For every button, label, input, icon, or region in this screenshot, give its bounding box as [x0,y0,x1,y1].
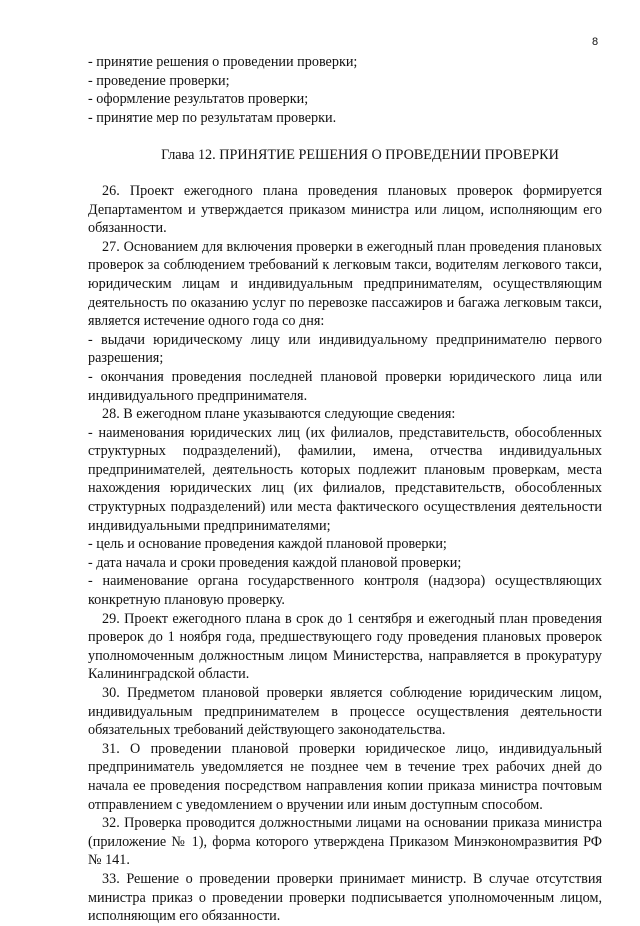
page-content [88,53,602,926]
paragraph-26: 26. Проект ежегодного плана проведения плановых проверок формируется Департаментом и утверждается приказом министра или лицом, исполняющим его обязанности. [88,182,602,237]
paragraph-28-item-4: - наименование органа государственного контроля (надзора) осуществляющих конкретную плановую проверку. [88,573,602,609]
paragraph-32: 32. Проверка проводится должностными лицами на основании приказа министра (приложение № 1), форма которого утверждена Приказом Минэкономразвития РФ № 141. [88,815,602,869]
paragraph-30: 30. Предметом плановой проверки является соблюдение юридическим лицом, индивидуальным предпринимателем в процессе осуществления деятельности обязательных требований действующего законодательства. [88,685,602,739]
paragraph-list [88,182,602,926]
paragraph-31: 31. О проведении плановой проверки юридическое лицо, индивидуальный предприниматель уведомляется не позднее чем в течение трех рабочих дней до начала ее проведения посредством направления копии приказа министра почтовым отправлением с уведомлением о вручении или иным доступным способом. [88,740,602,813]
paragraph-27-item-1: - выдачи юридическому лицу или индивидуальному предпринимателю первого разрешения; [88,331,602,367]
procedure-list [88,53,602,127]
paragraph-27: 27. Основанием для включения проверки в ежегодный план проведения плановых проверок за соблюдением требований к легковым такси, водителям легкового такси, юридическим лицам и индивидуальным предпринимателям, осуществляющим деятельность по оказанию услуг по перевозке пассажиров и багажа легковым такси, является истечение одного года со дня: [88,238,602,330]
paragraph-27-item-2: - окончания проведения последней плановой проверки юридического лица или индивидуального предпринимателя. [88,368,602,404]
chapter-title: Глава 12. ПРИНЯТИЕ РЕШЕНИЯ О ПРОВЕДЕНИИ ПРОВЕРКИ [161,147,559,164]
paragraph-28: 28. В ежегодном плане указываются следующие сведения: [102,406,456,423]
paragraph-28-item-3: - дата начала и сроки проведения каждой плановой проверки; [88,554,462,571]
list-item: - принятие мер по результатам проверки. [88,109,337,126]
list-item: - принятие решения о проведении проверки; [88,54,358,70]
paragraph-29: 29. Проект ежегодного плана в срок до 1 сентября и ежегодный план проведения проверок до 1 ноября года, предшествующего году проведения плановых проверок уполномоченным должностным лицом Министерства, направляется в прокуратуру Калининградской области. [88,610,602,683]
paragraph-28-item-2: - цель и основание проведения каждой плановой проверки; [88,536,447,553]
list-item: - проведение проверки; [88,72,230,89]
page-number: 8 [592,36,599,48]
list-item: - оформление результатов проверки; [88,91,309,108]
paragraph-33: 33. Решение о проведении проверки принимает министр. В случае отсутствия министра приказ о проведении проверки подписывается уполномоченным лицом, исполняющим его обязанности. [88,870,602,925]
paragraph-28-item-1: - наименования юридических лиц (их филиалов, представительств, обособленных структурных подразделений), фамилии, имена, отчества индивидуальных предпринимателей, деятельность которых подлежит плановым проверкам, места нахождения юридических лиц (их филиалов, представительств, обособленных структурных подразделений) или места фактического осуществления деятельности индивидуальными предпринимателями; [88,424,602,534]
